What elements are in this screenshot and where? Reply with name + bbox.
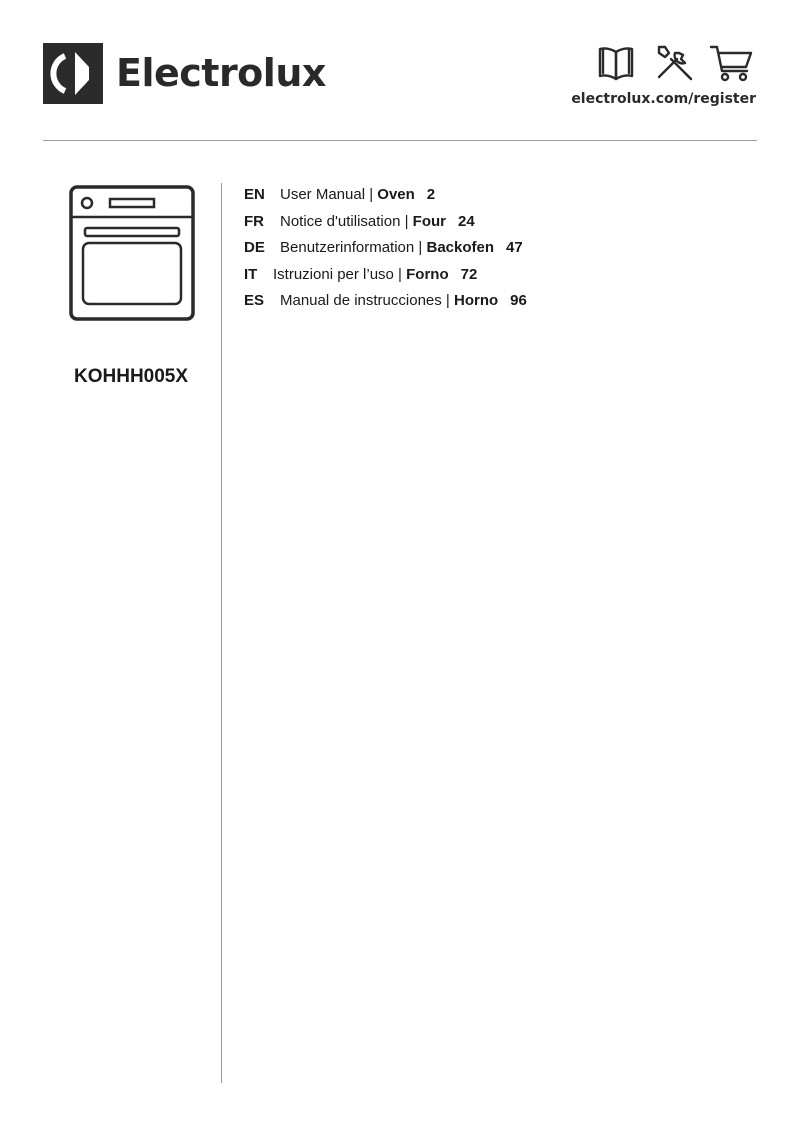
model-number: KOHHH005X <box>74 366 189 387</box>
toc-entry-it[interactable]: IT Istruzioni per l’uso | Forno 72 <box>244 265 478 283</box>
product-name: Four <box>412 212 446 230</box>
product-name: Forno <box>406 265 449 283</box>
manual-title: Benutzerinformation <box>280 239 415 256</box>
language-code: IT <box>244 265 258 283</box>
manual-title: Istruzioni per l’uso <box>273 265 394 283</box>
language-code: EN <box>244 186 265 203</box>
header-divider <box>43 140 757 141</box>
page-number: 96 <box>510 292 527 309</box>
page-number: 24 <box>458 212 475 230</box>
toc-entry-es[interactable]: ES Manual de instrucciones | Horno 96 <box>244 292 527 309</box>
table-of-contents <box>244 185 527 318</box>
language-code: FR <box>244 212 264 230</box>
language-code: ES <box>244 292 265 309</box>
language-code: DE <box>244 239 265 256</box>
product-name: Horno <box>454 292 499 309</box>
tools-icon <box>659 47 691 79</box>
page-number: 47 <box>506 239 523 256</box>
column-divider <box>221 183 222 1083</box>
manual-title: Manual de instrucciones <box>280 292 442 309</box>
shopping-cart-icon <box>711 47 751 80</box>
page-number: 2 <box>426 186 436 203</box>
manual-title: User Manual <box>280 186 366 203</box>
electrolux-logo-icon <box>43 43 103 104</box>
product-name: Oven <box>377 186 415 203</box>
brand-name: Electrolux <box>116 51 326 95</box>
register-link[interactable]: electrolux.com/register <box>571 91 756 107</box>
product-name: Backofen <box>426 239 495 256</box>
toc-entry-en[interactable]: EN User Manual | Oven 2 <box>244 186 436 203</box>
header-icons <box>597 43 755 83</box>
open-book-icon <box>600 48 632 79</box>
toc-entry-fr[interactable]: FR Notice d'utilisation | Four 24 <box>244 212 475 230</box>
page-number: 72 <box>460 265 478 283</box>
toc-entry-de[interactable]: DE Benutzerinformation | Backofen 47 <box>244 239 523 256</box>
oven-icon <box>68 184 196 322</box>
manual-title: Notice d'utilisation <box>280 212 401 230</box>
